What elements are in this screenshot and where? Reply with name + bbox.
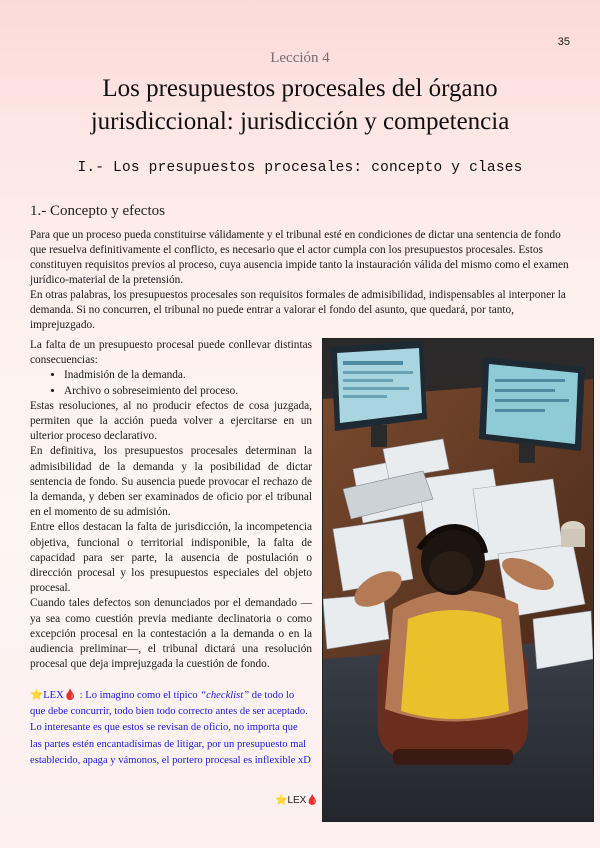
list-item: • Inadmisión de la demanda. — [64, 368, 312, 383]
paragraph-7: Cuando tales defectos son denunciados por el demandado —ya sea como cuestión previa mediante declinatoria o como excepción procesal en la contestación a la demanda o en la audiencia preliminar—, el tribunal dictará una resolución procesal que deja imprejuzgada la cuestión de fondo. — [30, 597, 312, 671]
list-item: • Archivo o sobreseimiento del proceso. — [64, 384, 312, 399]
lex-label: LEX — [43, 690, 64, 701]
consequences-list — [30, 368, 312, 398]
illustration — [322, 338, 594, 822]
illustration-scene — [323, 339, 593, 821]
page-number: 35 — [557, 36, 570, 48]
paragraph-4: Estas resoluciones, al no producir efectos de cosa juzgada, permiten que la acción pueda volver a ejercitarse en un ulterior proceso declarativo. — [30, 399, 312, 443]
drop-icon: 🩸 — [63, 690, 77, 701]
note-text-before: : Lo imagino como el típico — [77, 690, 201, 701]
note-emphasis: “checklist” — [200, 690, 250, 701]
paragraph-2: En otras palabras, los presupuestos procesales son requisitos formales de admisibilidad, indispensables al interponer la demanda. Si no concurren, el tribunal no puede entrar a valorar el fondo del asunto, que quedará, por tanto, imprejuzgado. — [30, 289, 566, 331]
note-text-after: de todo lo que debe concurrir, todo bien todo correcto antes de ser aceptado. Lo interesante es que estos se revisan de oficio, no importa que las partes estén encantadísimas de litigar, por un presupuesto mal establecido, apaga y vámonos, el portero procesal es inflexible xD — [30, 690, 311, 766]
title-line-2: jurisdiccional: jurisdicción y competencia — [90, 108, 510, 135]
paragraph-3: La falta de un presupuesto procesal puede conllevar distintas consecuencias: — [30, 339, 312, 367]
title-line-1: Los presupuestos procesales del órgano — [102, 75, 498, 102]
paragraph-1: Para que un proceso pueda constituirse válidamente y el tribunal esté en condiciones de dictar una sentencia de fondo que resuelva definitivamente el conflicto, es necesario que el actor cumpla con los presupuestos procesales. Estos constituyen requisitos previos al proceso, cuya ausencia impide tanto la instauración válida del mismo como el examen jurídico-material de la pretensión. — [30, 229, 569, 286]
section-heading: I.- Los presupuestos procesales: concepto y clases — [77, 160, 523, 176]
paragraph-5: En definitiva, los presupuestos procesales determinan la admisibilidad de la demanda y la posibilidad de dictar sentencia de fondo. Su ausencia puede provocar el rechazo de la demanda, y deben ser examinados de oficio por el tribunal en el momento de su admisión. — [30, 445, 312, 519]
footer-lex-mark — [275, 795, 319, 806]
subsection-heading: 1.- Concepto y efectos — [30, 203, 165, 219]
column-text — [30, 338, 312, 672]
page-title — [40, 72, 560, 138]
footer-lex-label: LEX — [287, 795, 307, 806]
lesson-label: Lección 4 — [270, 50, 330, 66]
star-icon: ⭐ — [275, 795, 288, 806]
intro-text — [30, 228, 575, 333]
star-icon: ⭐ — [30, 690, 44, 701]
paragraph-6: Entre ellos destacan la falta de jurisdicción, la incompetencia objetiva, funcional o territorial indisponible, la falta de capacidad para ser parte, la ausencia de postulación o dirección procesal y los presupuestos especiales del objeto procesal. — [30, 521, 312, 595]
drop-icon: 🩸 — [306, 795, 319, 806]
lex-note — [30, 688, 312, 769]
